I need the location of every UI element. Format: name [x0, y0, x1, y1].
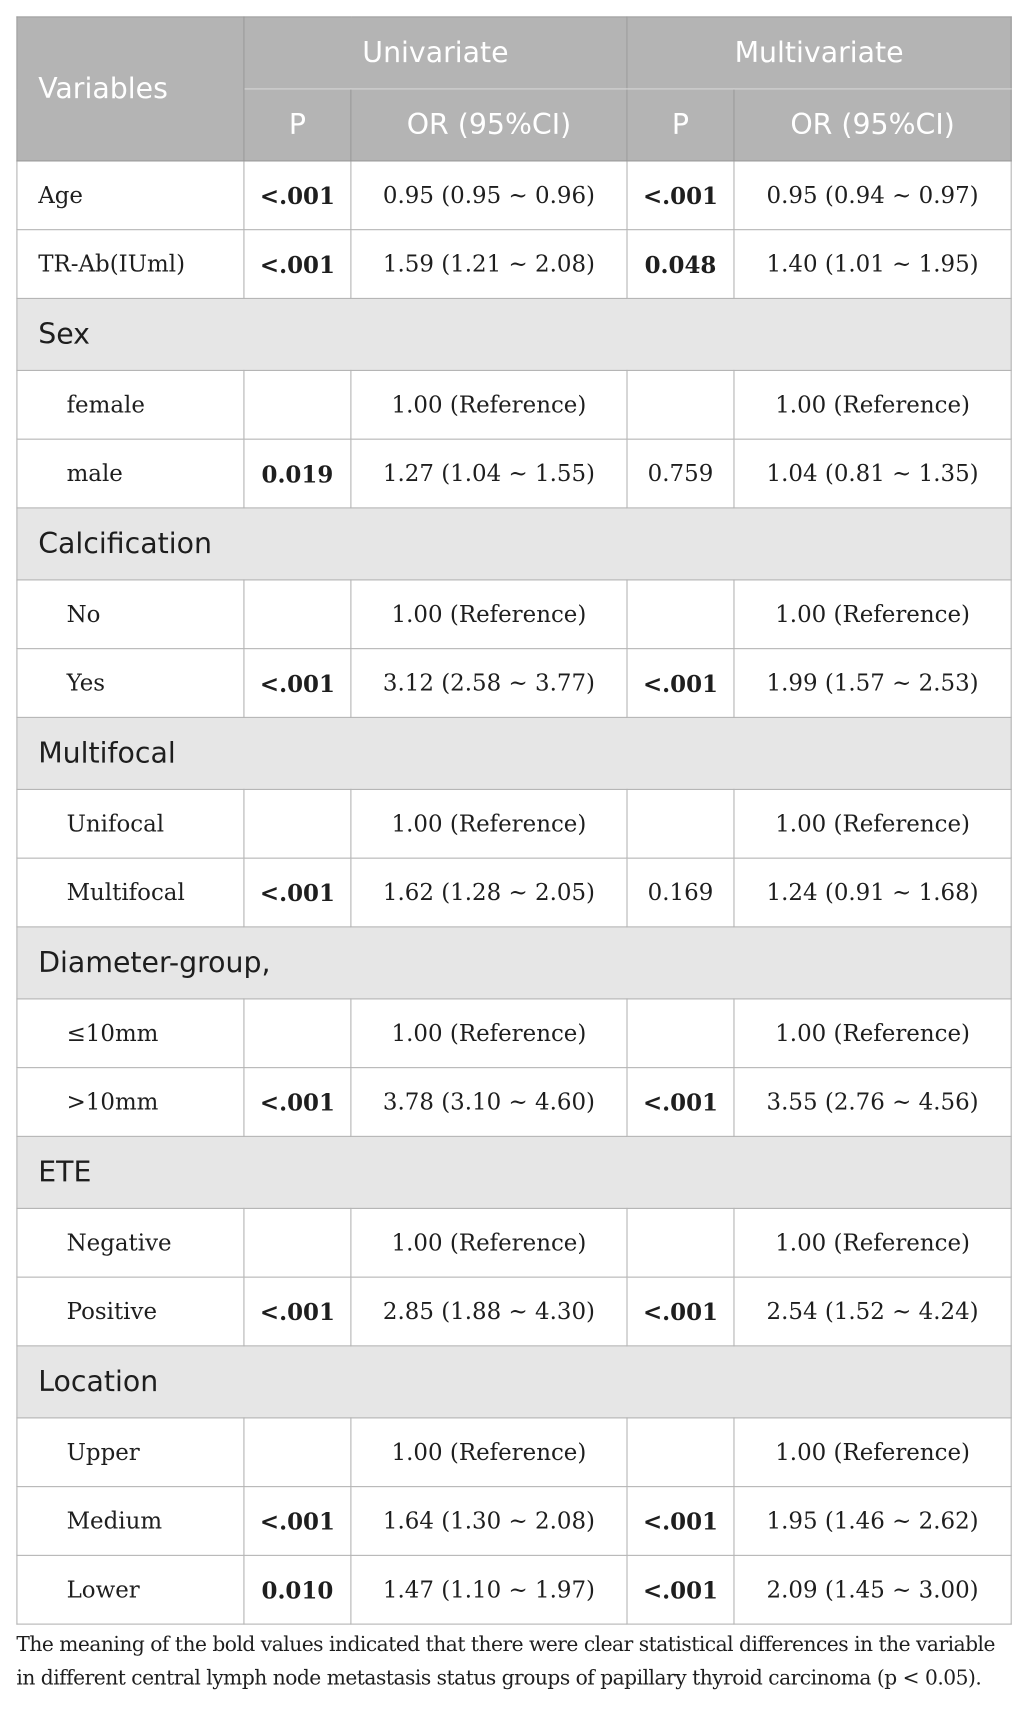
variable-cell: No	[17, 580, 244, 649]
variable-cell: Yes	[17, 649, 244, 718]
univariate-p-cell	[244, 789, 351, 858]
table-row	[17, 999, 1011, 1068]
multivariate-p-cell: <.001	[627, 1277, 734, 1346]
univariate-p-cell	[244, 370, 351, 439]
variable-cell: Upper	[17, 1418, 244, 1487]
univariate-or-cell: 1.62 (1.28 ~ 2.05)	[351, 858, 627, 927]
univariate-or-cell: 1.64 (1.30 ~ 2.08)	[351, 1487, 627, 1556]
multivariate-p-cell	[627, 999, 734, 1068]
univariate-or-cell: 3.78 (3.10 ~ 4.60)	[351, 1068, 627, 1137]
header-multivariate-or: OR (95%CI)	[734, 89, 1011, 161]
section-label: Calcification	[17, 508, 1011, 580]
variable-cell: Negative	[17, 1208, 244, 1277]
univariate-or-cell: 1.59 (1.21 ~ 2.08)	[351, 230, 627, 299]
multivariate-or-cell: 1.00 (Reference)	[734, 999, 1011, 1068]
section-row	[17, 508, 1011, 580]
regression-table	[16, 16, 1011, 1624]
univariate-or-cell: 0.95 (0.95 ~ 0.96)	[351, 161, 627, 230]
multivariate-or-cell: 1.04 (0.81 ~ 1.35)	[734, 439, 1011, 508]
univariate-p-cell: <.001	[244, 1277, 351, 1346]
univariate-or-cell: 2.85 (1.88 ~ 4.30)	[351, 1277, 627, 1346]
multivariate-p-cell: <.001	[627, 649, 734, 718]
table-row	[17, 1555, 1011, 1624]
multivariate-p-cell: <.001	[627, 161, 734, 230]
multivariate-or-cell: 1.00 (Reference)	[734, 370, 1011, 439]
univariate-or-cell: 1.00 (Reference)	[351, 370, 627, 439]
univariate-p-cell: <.001	[244, 858, 351, 927]
variable-cell: Lower	[17, 1555, 244, 1624]
variable-cell: Unifocal	[17, 789, 244, 858]
section-label: Sex	[17, 298, 1011, 370]
table-row	[17, 1208, 1011, 1277]
table-row	[17, 1277, 1011, 1346]
multivariate-or-cell: 1.00 (Reference)	[734, 789, 1011, 858]
univariate-p-cell: <.001	[244, 649, 351, 718]
table-row	[17, 1418, 1011, 1487]
multivariate-p-cell: 0.169	[627, 858, 734, 927]
section-row	[17, 1136, 1011, 1208]
table-row	[17, 439, 1011, 508]
univariate-p-cell: <.001	[244, 161, 351, 230]
variable-cell: Age	[17, 161, 244, 230]
multivariate-or-cell: 1.00 (Reference)	[734, 1208, 1011, 1277]
multivariate-or-cell: 2.54 (1.52 ~ 4.24)	[734, 1277, 1011, 1346]
multivariate-p-cell: 0.048	[627, 230, 734, 299]
variable-cell: Multifocal	[17, 858, 244, 927]
multivariate-or-cell: 0.95 (0.94 ~ 0.97)	[734, 161, 1011, 230]
table-row	[17, 858, 1011, 927]
univariate-or-cell: 1.00 (Reference)	[351, 789, 627, 858]
variable-cell: Medium	[17, 1487, 244, 1556]
multivariate-or-cell: 2.09 (1.45 ~ 3.00)	[734, 1555, 1011, 1624]
header-univariate-or: OR (95%CI)	[351, 89, 627, 161]
section-label: ETE	[17, 1136, 1011, 1208]
section-row	[17, 717, 1011, 789]
table-footnote: The meaning of the bold values indicated that there were clear statistical differences in the variable in different central lymph node metastasis status groups of papillary thyroid carcinoma (p < 0.05).	[16, 1633, 995, 1691]
univariate-or-cell: 1.00 (Reference)	[351, 1418, 627, 1487]
table-row	[17, 789, 1011, 858]
univariate-or-cell: 1.00 (Reference)	[351, 999, 627, 1068]
multivariate-p-cell	[627, 370, 734, 439]
variable-cell: Positive	[17, 1277, 244, 1346]
multivariate-p-cell: <.001	[627, 1555, 734, 1624]
section-row	[17, 1346, 1011, 1418]
variable-cell: female	[17, 370, 244, 439]
multivariate-p-cell	[627, 580, 734, 649]
header-multivariate-p: P	[627, 89, 734, 161]
multivariate-p-cell	[627, 1418, 734, 1487]
header-multivariate: Multivariate	[627, 17, 1011, 89]
multivariate-p-cell: <.001	[627, 1487, 734, 1556]
univariate-p-cell: <.001	[244, 1068, 351, 1137]
header-univariate: Univariate	[244, 17, 627, 89]
multivariate-or-cell: 1.00 (Reference)	[734, 580, 1011, 649]
table-header	[17, 17, 1011, 161]
section-label: Location	[17, 1346, 1011, 1418]
section-label: Multifocal	[17, 717, 1011, 789]
multivariate-p-cell	[627, 1208, 734, 1277]
multivariate-p-cell: <.001	[627, 1068, 734, 1137]
header-variables: Variables	[17, 17, 244, 161]
univariate-p-cell: <.001	[244, 230, 351, 299]
univariate-p-cell	[244, 580, 351, 649]
multivariate-or-cell: 1.95 (1.46 ~ 2.62)	[734, 1487, 1011, 1556]
table-row	[17, 649, 1011, 718]
table-row	[17, 1487, 1011, 1556]
table-row	[17, 580, 1011, 649]
table-row	[17, 370, 1011, 439]
table-body	[17, 161, 1011, 1624]
multivariate-or-cell: 1.99 (1.57 ~ 2.53)	[734, 649, 1011, 718]
variable-cell: TR-Ab(IUml)	[17, 230, 244, 299]
multivariate-or-cell: 3.55 (2.76 ~ 4.56)	[734, 1068, 1011, 1137]
multivariate-p-cell	[627, 789, 734, 858]
univariate-p-cell: 0.019	[244, 439, 351, 508]
univariate-or-cell: 1.00 (Reference)	[351, 580, 627, 649]
header-univariate-p: P	[244, 89, 351, 161]
table-row	[17, 1068, 1011, 1137]
variable-cell: male	[17, 439, 244, 508]
univariate-p-cell: <.001	[244, 1487, 351, 1556]
univariate-or-cell: 3.12 (2.58 ~ 3.77)	[351, 649, 627, 718]
univariate-or-cell: 1.00 (Reference)	[351, 1208, 627, 1277]
multivariate-p-cell: 0.759	[627, 439, 734, 508]
variable-cell: >10mm	[17, 1068, 244, 1137]
univariate-p-cell: 0.010	[244, 1555, 351, 1624]
univariate-or-cell: 1.27 (1.04 ~ 1.55)	[351, 439, 627, 508]
univariate-p-cell	[244, 1208, 351, 1277]
variable-cell: ≤10mm	[17, 999, 244, 1068]
univariate-p-cell	[244, 999, 351, 1068]
univariate-p-cell	[244, 1418, 351, 1487]
section-row	[17, 298, 1011, 370]
multivariate-or-cell: 1.00 (Reference)	[734, 1418, 1011, 1487]
table-row	[17, 230, 1011, 299]
univariate-or-cell: 1.47 (1.10 ~ 1.97)	[351, 1555, 627, 1624]
multivariate-or-cell: 1.40 (1.01 ~ 1.95)	[734, 230, 1011, 299]
section-row	[17, 927, 1011, 999]
multivariate-or-cell: 1.24 (0.91 ~ 1.68)	[734, 858, 1011, 927]
table-row	[17, 161, 1011, 230]
section-label: Diameter-group,	[17, 927, 1011, 999]
